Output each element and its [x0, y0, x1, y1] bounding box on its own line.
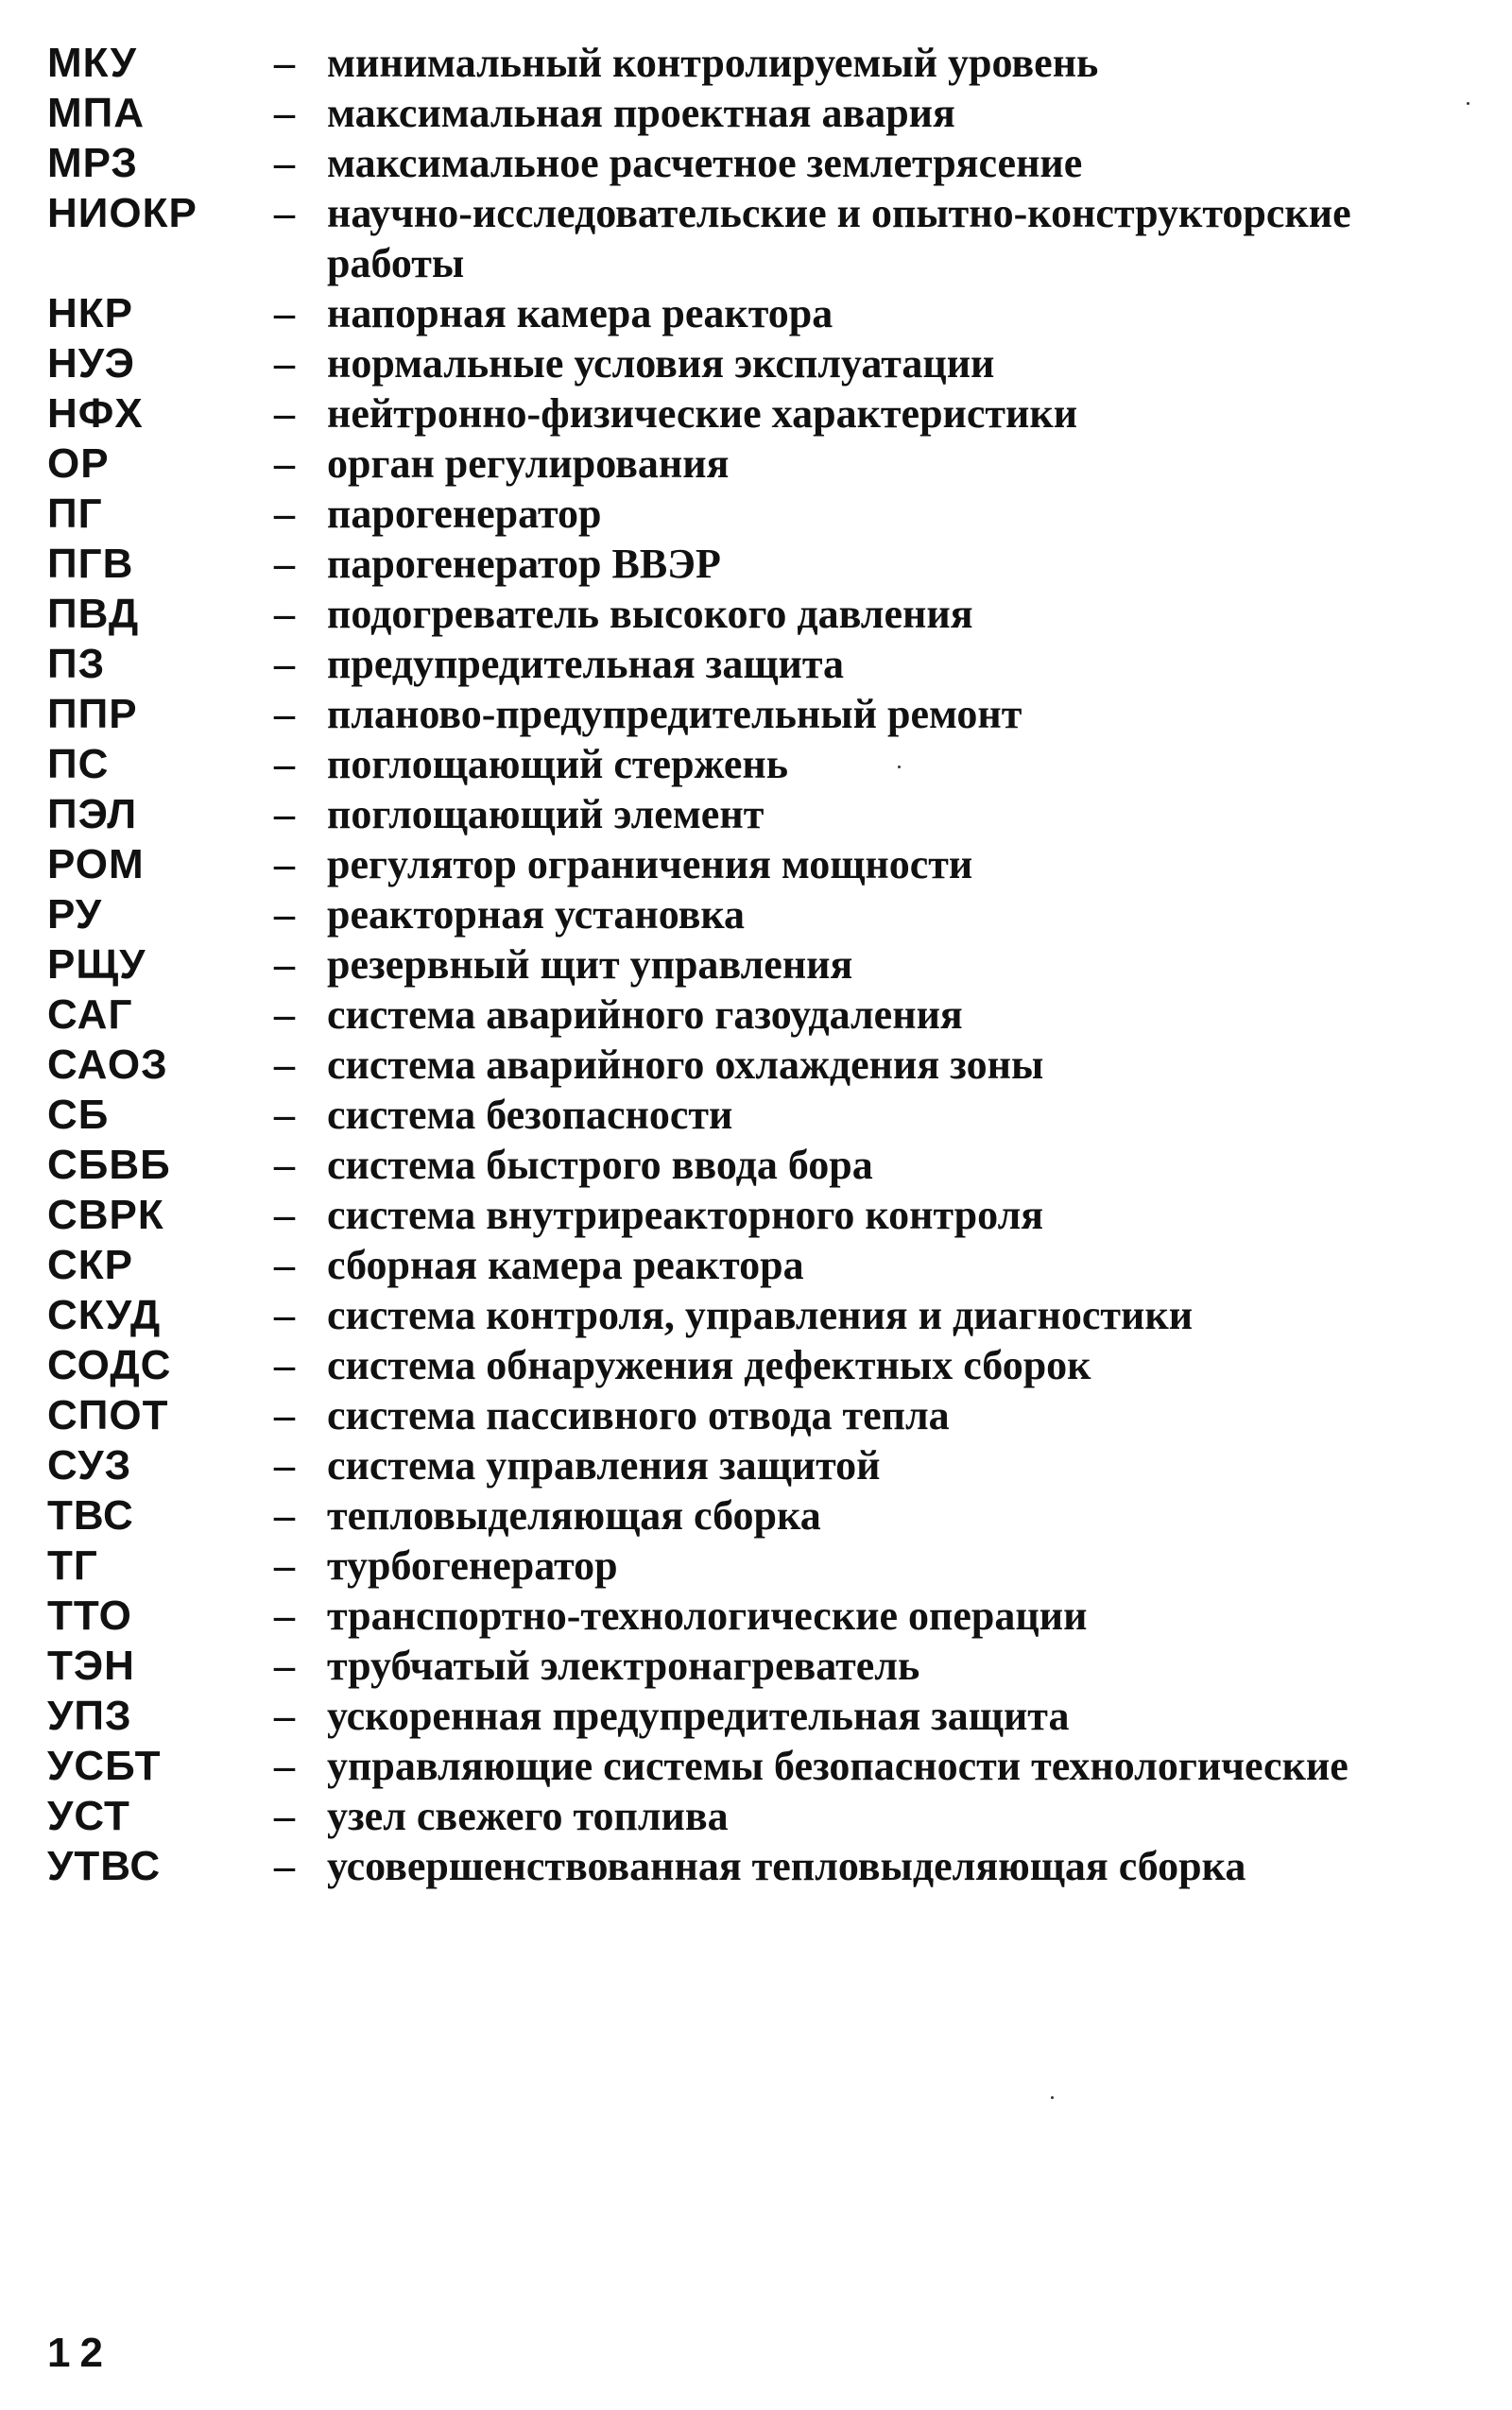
abbreviation-term: ПГ: [47, 491, 103, 537]
abbreviation-row: [47, 589, 1484, 639]
abbreviation-definition: система аварийного охлаждения зоны: [327, 1041, 1044, 1088]
abbreviation-row: [47, 1140, 1484, 1190]
abbreviation-row: [47, 1090, 1484, 1140]
abbreviation-definition: система аварийного газоудаления: [327, 991, 963, 1038]
abbreviation-term: СУЗ: [47, 1442, 132, 1489]
abbreviation-term: СБ: [47, 1092, 110, 1138]
abbreviation-term: СОДС: [47, 1342, 172, 1388]
abbreviation-definition: орган регулирования: [327, 440, 730, 487]
abbreviation-term: УТВС: [47, 1843, 162, 1889]
abbreviation-row: [47, 489, 1484, 539]
definition-dash: –: [274, 1142, 295, 1188]
abbreviation-definition: нормальные условия эксплуатации: [327, 340, 995, 387]
abbreviation-term: СВРК: [47, 1192, 164, 1238]
definition-dash: –: [274, 941, 295, 988]
definition-dash: –: [274, 1542, 295, 1589]
abbreviation-row: [47, 1490, 1484, 1541]
definition-dash: –: [274, 891, 295, 938]
abbreviation-row: [47, 1390, 1484, 1440]
abbreviation-definition: система внутриреакторного контроля: [327, 1192, 1044, 1238]
abbreviation-term: СКУД: [47, 1292, 162, 1338]
abbreviation-term: ТТО: [47, 1592, 132, 1639]
abbreviation-term: ПЗ: [47, 641, 106, 687]
abbreviation-definition: нейтронно-физические характеристики: [327, 390, 1078, 437]
abbreviation-definition: парогенератор ВВЭР: [327, 541, 721, 587]
abbreviation-term: ТЭН: [47, 1643, 135, 1689]
abbreviation-definition: поглощающий стержень: [327, 741, 789, 787]
definition-dash: –: [274, 440, 295, 487]
abbreviation-row: [47, 939, 1484, 990]
abbreviation-row: [47, 188, 1484, 288]
definition-dash: –: [274, 691, 295, 737]
definition-dash: –: [274, 1242, 295, 1288]
abbreviation-row: [47, 739, 1484, 789]
abbreviation-list: [47, 38, 1484, 1891]
abbreviation-term: САГ: [47, 991, 133, 1038]
abbreviation-term: НФХ: [47, 390, 144, 437]
abbreviation-row: [47, 1340, 1484, 1390]
abbreviation-term: САОЗ: [47, 1041, 168, 1088]
abbreviation-row: [47, 1641, 1484, 1691]
definition-dash: –: [274, 340, 295, 387]
abbreviation-definition: турбогенератор: [327, 1542, 618, 1589]
abbreviation-term: ОР: [47, 440, 110, 487]
abbreviation-term: ПГВ: [47, 541, 134, 587]
definition-dash: –: [274, 1342, 295, 1388]
definition-dash: –: [274, 1442, 295, 1489]
abbreviation-term: НКР: [47, 290, 133, 336]
abbreviation-row: [47, 1440, 1484, 1490]
abbreviation-row: [47, 889, 1484, 939]
abbreviation-term: ПВД: [47, 591, 140, 637]
definition-dash: –: [274, 1592, 295, 1639]
abbreviation-definition: узел свежего топлива: [327, 1793, 729, 1839]
definition-dash: –: [274, 1392, 295, 1438]
definition-dash: –: [274, 1192, 295, 1238]
definition-dash: –: [274, 591, 295, 637]
abbreviation-term: МКУ: [47, 40, 137, 86]
abbreviation-term: ПС: [47, 741, 110, 787]
scan-speck: [1467, 102, 1469, 105]
abbreviation-definition: управляющие системы безопасности технологические: [327, 1743, 1349, 1789]
abbreviation-row: [47, 689, 1484, 739]
abbreviation-term: РЩУ: [47, 941, 146, 988]
abbreviation-definition: планово-предупредительный ремонт: [327, 691, 1022, 737]
abbreviation-term: МПА: [47, 90, 146, 136]
abbreviation-definition: система обнаружения дефектных сборок: [327, 1342, 1091, 1388]
definition-dash: –: [274, 1693, 295, 1739]
abbreviation-row: [47, 1591, 1484, 1641]
abbreviation-term: МРЗ: [47, 140, 138, 186]
abbreviation-definition: усовершенствованная тепловыделяющая сборка: [327, 1843, 1246, 1889]
definition-dash: –: [274, 290, 295, 336]
definition-dash: –: [274, 491, 295, 537]
definition-dash: –: [274, 1492, 295, 1539]
abbreviation-row: [47, 1240, 1484, 1290]
abbreviation-definition: подогреватель высокого давления: [327, 591, 973, 637]
abbreviation-term: ТГ: [47, 1542, 98, 1589]
abbreviation-row: [47, 138, 1484, 188]
abbreviation-row: [47, 88, 1484, 138]
abbreviation-row: [47, 1541, 1484, 1591]
abbreviation-row: [47, 1841, 1484, 1891]
abbreviation-row: [47, 990, 1484, 1040]
abbreviation-definition: парогенератор: [327, 491, 602, 537]
definition-dash: –: [274, 390, 295, 437]
definition-dash: –: [274, 90, 295, 136]
definition-dash: –: [274, 140, 295, 186]
abbreviation-row: [47, 789, 1484, 839]
abbreviation-row: [47, 338, 1484, 388]
definition-dash: –: [274, 40, 295, 86]
definition-dash: –: [274, 1041, 295, 1088]
abbreviation-term: СБВБ: [47, 1142, 171, 1188]
definition-dash: –: [274, 841, 295, 887]
definition-dash: –: [274, 641, 295, 687]
abbreviation-term: СПОТ: [47, 1392, 169, 1438]
abbreviation-row: [47, 388, 1484, 439]
abbreviation-row: [47, 839, 1484, 889]
abbreviation-definition: трубчатый электронагреватель: [327, 1643, 920, 1689]
definition-dash: –: [274, 1292, 295, 1338]
abbreviation-term: РУ: [47, 891, 103, 938]
abbreviation-term: УСТ: [47, 1793, 130, 1839]
abbreviation-definition: система управления защитой: [327, 1442, 881, 1489]
abbreviation-definition: сборная камера реактора: [327, 1242, 804, 1288]
abbreviation-definition: система контроля, управления и диагностики: [327, 1292, 1194, 1338]
abbreviation-term: ППР: [47, 691, 138, 737]
abbreviation-definition: регулятор ограничения мощности: [327, 841, 973, 887]
abbreviation-definition: поглощающий элемент: [327, 791, 765, 837]
abbreviation-row: [47, 1290, 1484, 1340]
abbreviation-definition: максимальное расчетное землетрясение: [327, 140, 1083, 186]
abbreviation-definition: система безопасности: [327, 1092, 733, 1138]
abbreviation-term: ТВС: [47, 1492, 134, 1539]
definition-dash: –: [274, 1793, 295, 1839]
page-number: 12: [47, 2330, 112, 2376]
abbreviation-term: УПЗ: [47, 1693, 132, 1739]
abbreviation-definition: ускоренная предупредительная защита: [327, 1693, 1070, 1739]
abbreviation-definition: напорная камера реактора: [327, 290, 833, 336]
abbreviation-row: [47, 639, 1484, 689]
abbreviation-term: ПЭЛ: [47, 791, 138, 837]
abbreviation-row: [47, 1040, 1484, 1090]
abbreviation-definition: система пассивного отвода тепла: [327, 1392, 950, 1438]
abbreviation-term: РОМ: [47, 841, 145, 887]
abbreviation-definition: транспортно-технологические операции: [327, 1592, 1088, 1639]
abbreviation-definition: система быстрого ввода бора: [327, 1142, 873, 1188]
definition-dash: –: [274, 1643, 295, 1689]
abbreviation-row: [47, 1791, 1484, 1841]
abbreviation-term: НУЭ: [47, 340, 135, 387]
abbreviation-row: [47, 539, 1484, 589]
abbreviation-definition: резервный щит управления: [327, 941, 853, 988]
abbreviation-row: [47, 38, 1484, 88]
abbreviation-definition: минимальный контролируемый уровень: [327, 40, 1099, 86]
scan-speck: [898, 766, 901, 768]
abbreviation-definition: предупредительная защита: [327, 641, 844, 687]
abbreviation-row: [47, 288, 1484, 338]
abbreviation-row: [47, 1691, 1484, 1741]
abbreviation-row: [47, 1190, 1484, 1240]
definition-dash: –: [274, 1743, 295, 1789]
abbreviation-row: [47, 1741, 1484, 1791]
definition-dash: –: [274, 1092, 295, 1138]
scan-speck: [1051, 2096, 1054, 2099]
definition-dash: –: [274, 741, 295, 787]
abbreviation-row: [47, 439, 1484, 489]
abbreviation-definition: максимальная проектная авария: [327, 90, 955, 136]
definition-dash: –: [274, 991, 295, 1038]
abbreviation-definition: тепловыделяющая сборка: [327, 1492, 821, 1539]
definition-dash: –: [274, 541, 295, 587]
abbreviation-term: УСБТ: [47, 1743, 162, 1789]
definition-dash: –: [274, 791, 295, 837]
abbreviation-term: СКР: [47, 1242, 133, 1288]
abbreviation-definition: научно-исследовательские и опытно-конструкторские работы: [327, 190, 1351, 286]
abbreviation-term: НИОКР: [47, 190, 198, 236]
abbreviation-definition: реакторная установка: [327, 891, 746, 938]
definition-dash: –: [274, 1843, 295, 1889]
definition-dash: –: [274, 190, 295, 236]
